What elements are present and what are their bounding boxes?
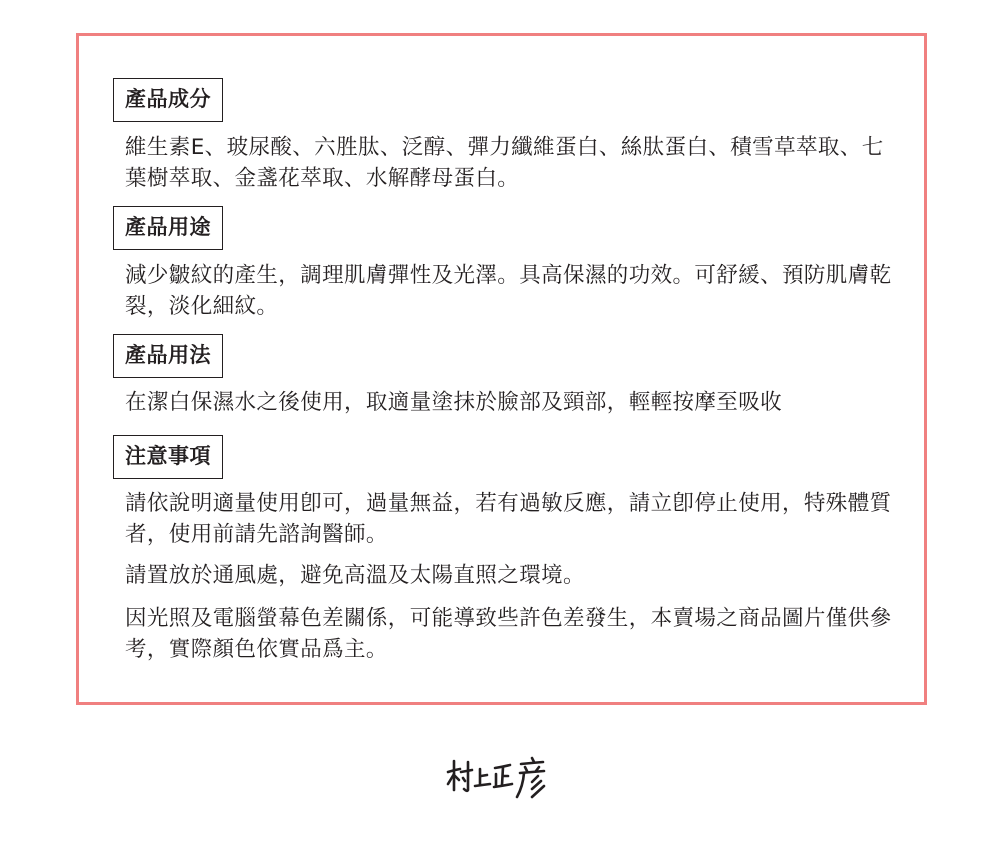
precautions-text-3: 因光照及電腦螢幕色差關係，可能導致些許色差發生，本賣場之商品圖片僅供參考，實際顏色依實品爲主。 (125, 606, 892, 662)
ingredients-text: 維生素E、玻尿酸、六胜肽、泛醇、彈力纖維蛋白、絲肽蛋白、積雪草萃取、七葉樹萃取、金盞花萃取、水解酵母蛋白。 (125, 135, 884, 191)
precautions-heading: 注意事項 (113, 435, 223, 479)
purpose-text: 減少皺紋的產生，調理肌膚彈性及光澤。具高保濕的功效。可舒緩、預防肌膚乾裂，淡化細紋。 (125, 263, 892, 319)
product-info-panel (76, 33, 927, 705)
precautions-text-1: 請依說明適量使用卽可，過量無益，若有過敏反應，請立卽停止使用，特殊體質者，使用前請先諮詢醫師。 (125, 491, 892, 547)
usage-text: 在潔白保濕水之後使用，取適量塗抹於臉部及頸部，輕輕按摩至吸收 (125, 390, 783, 415)
purpose-heading: 產品用途 (113, 206, 223, 250)
precautions-text-2: 請置放於通風處，避免高溫及太陽直照之環境。 (125, 563, 585, 588)
brand-signature-logo (444, 752, 560, 802)
ingredients-heading: 產品成分 (113, 78, 223, 122)
usage-heading: 產品用法 (113, 334, 223, 378)
